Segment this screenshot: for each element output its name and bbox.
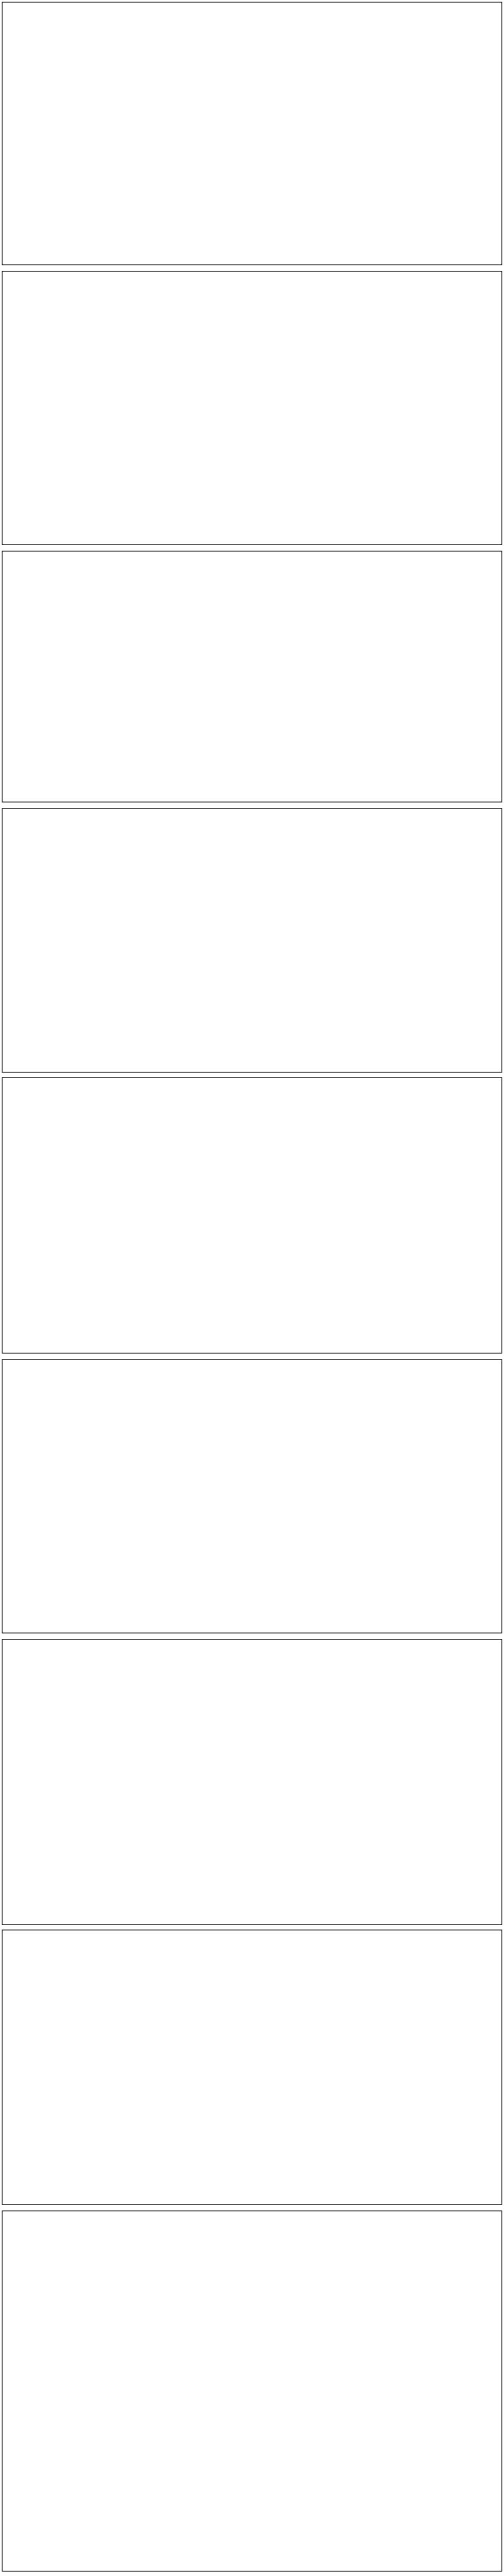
mixing-ratio-panel xyxy=(2,551,502,802)
temperature-panel xyxy=(2,2,502,265)
pressure-panel xyxy=(2,808,502,1072)
wind-direction-panel xyxy=(2,1930,502,2204)
rainfall-panel xyxy=(2,1360,502,1633)
grass-panel xyxy=(2,1078,502,1353)
sunshine-panel xyxy=(2,1639,502,1925)
humidity-panel xyxy=(2,271,502,545)
wind-speed-panel xyxy=(2,2211,502,2571)
